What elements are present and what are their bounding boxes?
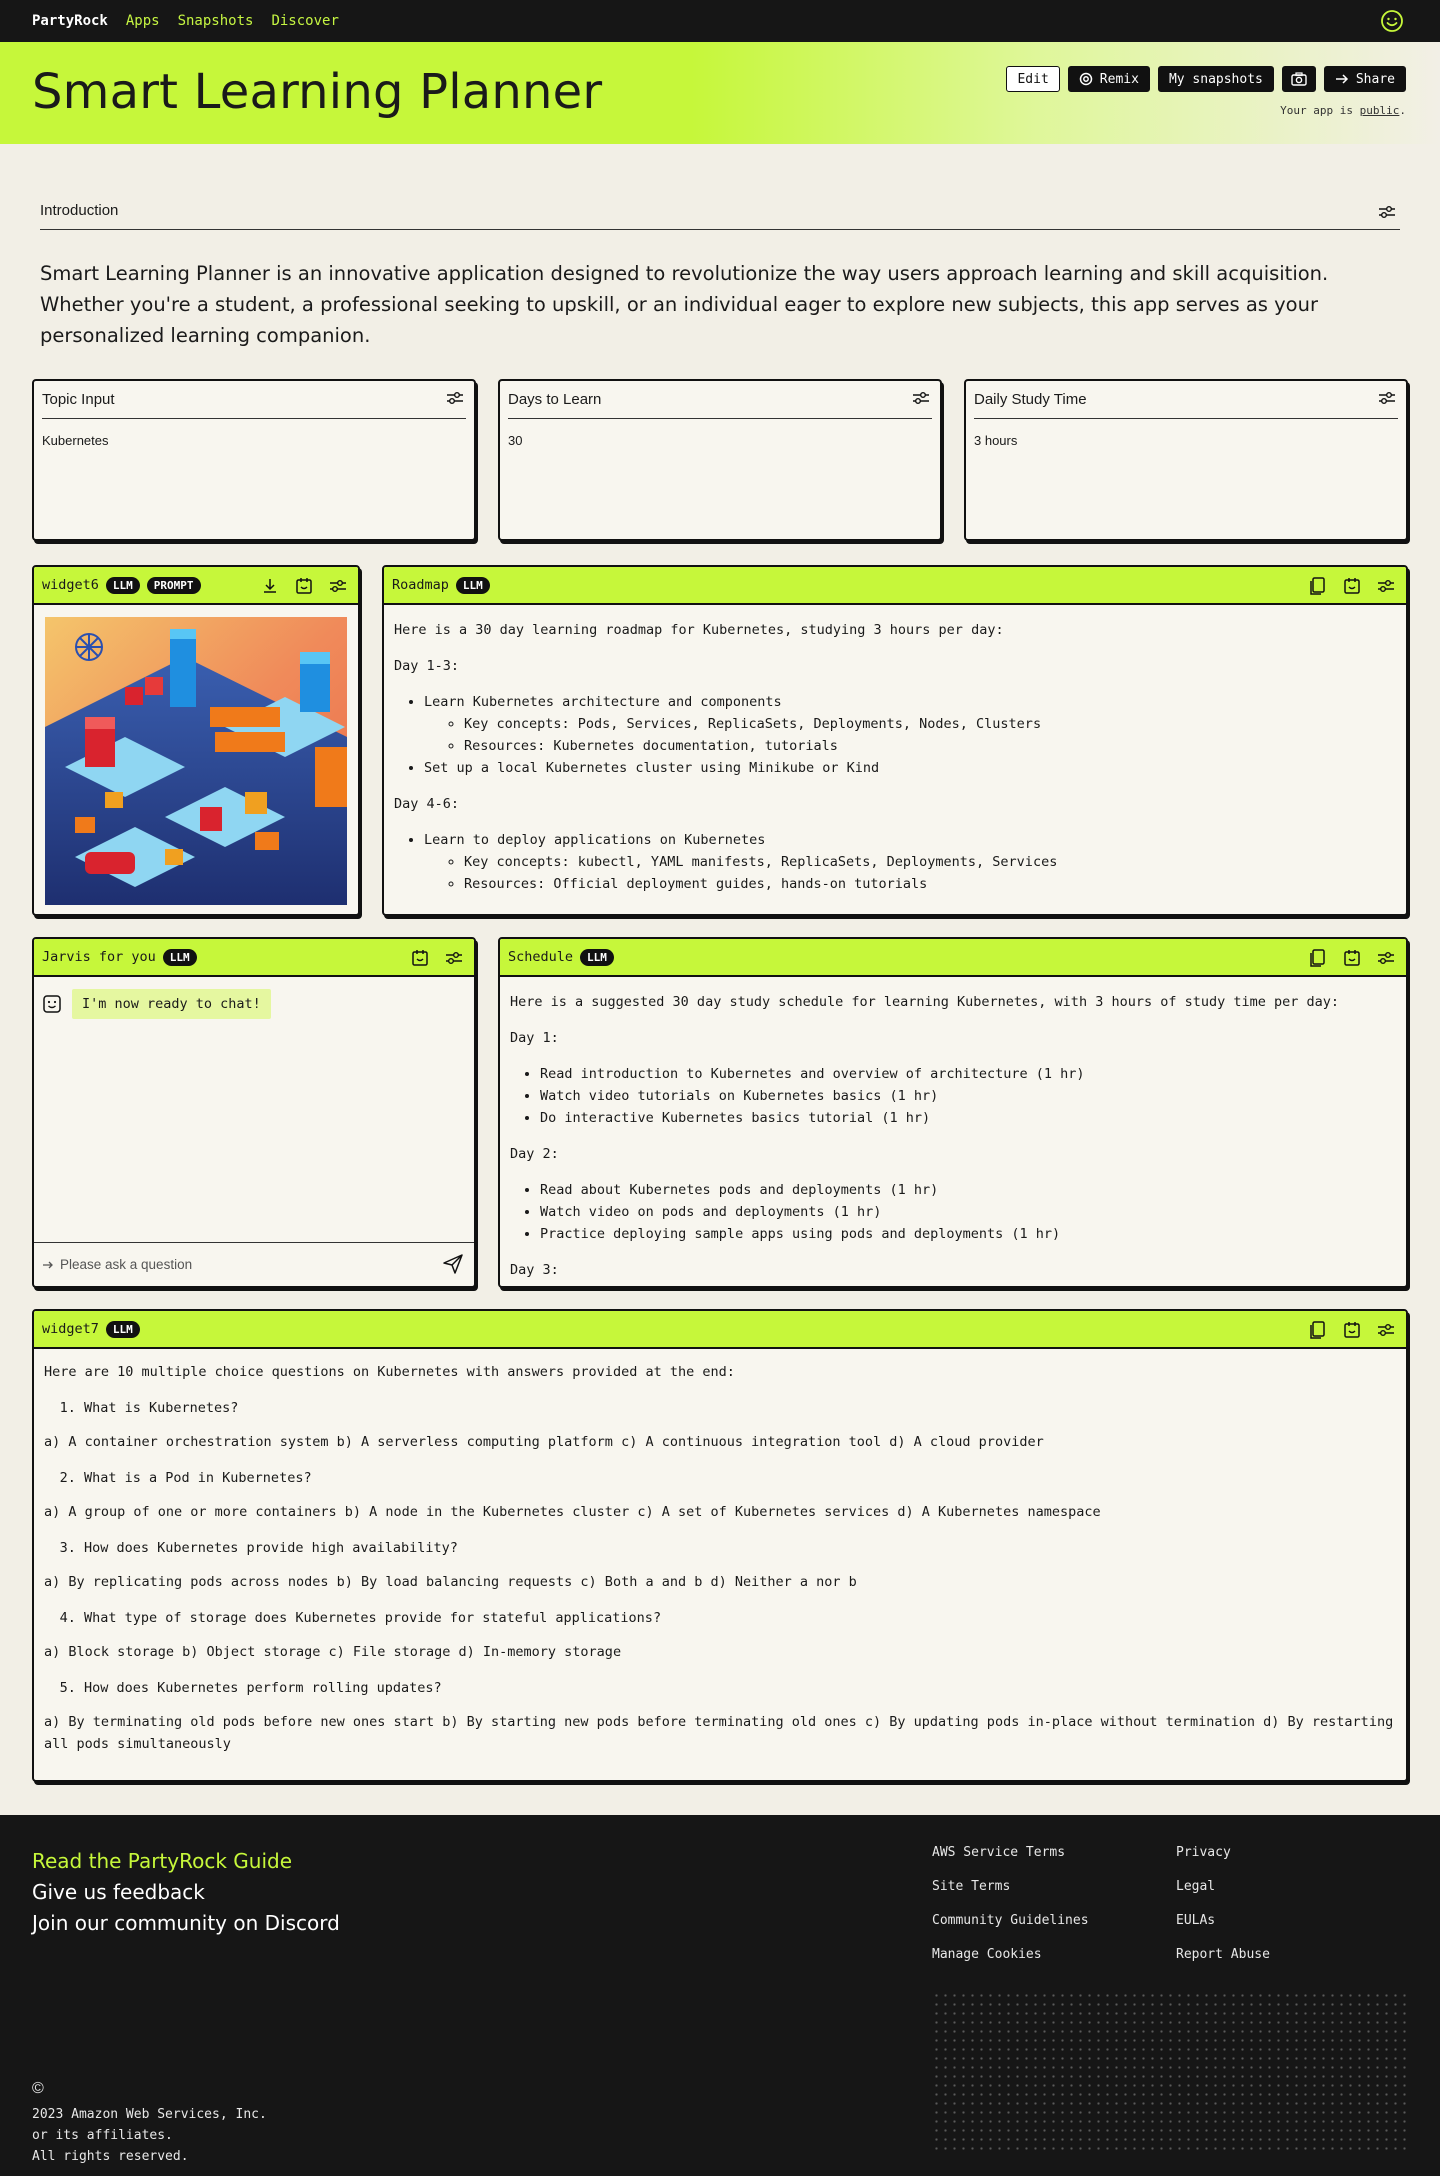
privacy-link[interactable]: Privacy (1176, 1845, 1231, 1860)
feedback-link[interactable]: Give us feedback (32, 1880, 205, 1904)
top-nav (0, 0, 1440, 42)
list-item: ◦ Key concepts: Pods, Services, ReplicaSets, Deployments, Nodes, Clusters (464, 713, 1396, 735)
settings-sliders-icon[interactable] (1376, 948, 1396, 968)
question-text: 5. How does Kubernetes perform rolling updates? (84, 1677, 1396, 1699)
user-avatar-icon[interactable] (1380, 9, 1404, 33)
question-list (84, 1397, 1396, 1419)
question-list (84, 1467, 1396, 1489)
nav-link-snapshots[interactable]: Snapshots (177, 13, 254, 29)
brand-logo[interactable]: PartyRock (32, 13, 108, 29)
topic-input-panel (32, 379, 476, 541)
assistant-icon[interactable] (410, 948, 430, 968)
roadmap-actions (1308, 576, 1396, 596)
answer-options: a) By replicating pods across nodes b) By load balancing requests c) Both a and b d) Neither a nor b (44, 1574, 857, 1590)
settings-sliders-icon[interactable] (444, 948, 464, 968)
schedule-day2-heading: Day 2: (510, 1146, 559, 1162)
llm-badge: LLM (456, 577, 490, 594)
question-text: 1. What is Kubernetes? (84, 1397, 1396, 1419)
question-text: 2. What is a Pod in Kubernetes? (84, 1467, 1396, 1489)
widget7-panel (32, 1309, 1408, 1782)
share-button[interactable] (1324, 66, 1406, 92)
bot-avatar-icon (42, 994, 62, 1014)
send-icon[interactable] (442, 1253, 464, 1275)
widget7-title: widget7 (42, 1321, 99, 1337)
days-to-learn-panel (498, 379, 942, 541)
aws-service-terms-link[interactable]: AWS Service Terms (932, 1845, 1066, 1860)
edit-button[interactable]: Edit (1006, 66, 1059, 92)
daily-study-time-field[interactable]: 3 hours (974, 433, 1018, 448)
daily-study-time-header (974, 381, 1398, 419)
list-item: ◦ Resources: Official deployment guides, hands-on tutorials (464, 873, 1396, 895)
roadmap-day1-list (424, 691, 1396, 779)
schedule-day1-list (540, 1063, 1396, 1129)
schedule-header (500, 939, 1406, 977)
chat-panel (32, 937, 476, 1288)
schedule-day1-heading: Day 1: (510, 1030, 559, 1046)
llm-badge: LLM (163, 949, 197, 966)
settings-sliders-icon[interactable] (328, 576, 348, 596)
chat-actions (410, 948, 464, 968)
schedule-actions (1308, 948, 1396, 968)
roadmap-panel (382, 565, 1408, 916)
days-to-learn-title: Days to Learn (508, 391, 602, 408)
settings-sliders-icon[interactable] (1376, 1320, 1396, 1340)
copyright-text (32, 2104, 267, 2167)
topic-input-field[interactable]: Kubernetes (42, 433, 109, 448)
roadmap-header (384, 567, 1406, 605)
copy-icon[interactable] (1308, 576, 1328, 596)
topic-input-title: Topic Input (42, 391, 115, 408)
settings-sliders-icon[interactable] (912, 390, 930, 406)
kubernetes-logo-icon (76, 634, 102, 660)
site-terms-link[interactable]: Site Terms (932, 1879, 1011, 1894)
site-footer (0, 1815, 1440, 2176)
chat-title: Jarvis for you (42, 949, 156, 965)
settings-sliders-icon[interactable] (446, 390, 464, 406)
introduction-label: Introduction (40, 202, 119, 219)
manage-cookies-link[interactable]: Manage Cookies (932, 1947, 1042, 1962)
list-item: • Watch video on pods and deployments (1 hr) (540, 1201, 1396, 1223)
schedule-intro: Here is a suggested 30 day study schedule for learning Kubernetes, with 3 hours of study time per day: (510, 994, 1340, 1010)
widget7-intro: Here are 10 multiple choice questions on Kubernetes with answers provided at the end: (44, 1364, 735, 1380)
roadmap-day4-heading: Day 4-6: (394, 796, 460, 812)
widget7-header (34, 1311, 1406, 1349)
visibility-note (1280, 104, 1406, 117)
days-to-learn-header (508, 381, 932, 419)
settings-sliders-icon[interactable] (1378, 204, 1396, 220)
nav-link-discover[interactable]: Discover (271, 13, 339, 29)
my-snapshots-button[interactable]: My snapshots (1158, 66, 1274, 92)
roadmap-day1-heading: Day 1-3: (394, 658, 460, 674)
question-text: 4. What type of storage does Kubernetes provide for stateful applications? (84, 1607, 1396, 1629)
settings-sliders-icon[interactable] (1376, 576, 1396, 596)
visibility-suffix: . (1399, 104, 1406, 117)
list-item: • Read introduction to Kubernetes and overview of architecture (1 hr) (540, 1063, 1396, 1085)
widget7-output (34, 1349, 1406, 1781)
days-to-learn-field[interactable]: 30 (508, 433, 523, 448)
list-item: ◦ Key concepts: kubectl, YAML manifests, ReplicaSets, Deployments, Services (464, 851, 1396, 873)
schedule-day3-heading: Day 3: (510, 1262, 559, 1278)
roadmap-intro: Here is a 30 day learning roadmap for Kubernetes, studying 3 hours per day: (394, 622, 1004, 638)
schedule-title: Schedule (508, 949, 574, 965)
copyright-line: 2023 Amazon Web Services, Inc. (32, 2107, 267, 2122)
daily-study-time-title: Daily Study Time (974, 391, 1087, 408)
legal-link[interactable]: Legal (1176, 1879, 1216, 1894)
llm-badge: LLM (580, 949, 614, 966)
schedule-panel (498, 937, 1408, 1288)
prompt-badge: PROMPT (147, 577, 201, 594)
list-item: ◦ Resources: Kubernetes documentation, tutorials (464, 735, 1396, 757)
question-list (84, 1537, 1396, 1559)
arrow-right-icon (1335, 73, 1349, 85)
arrow-right-icon (42, 1260, 54, 1270)
dot-pattern-decoration (932, 1991, 1408, 2151)
roadmap-day4-list (424, 829, 1396, 895)
list-item: • Read about Kubernetes pods and deployments (1 hr) (540, 1179, 1396, 1201)
topic-input-header (42, 381, 466, 419)
assistant-icon[interactable] (1342, 948, 1362, 968)
chat-input-bar[interactable] (34, 1242, 474, 1286)
answer-options: a) A container orchestration system b) A serverless computing platform c) A continuous integration tool d) A cloud provider (44, 1434, 1044, 1450)
copy-icon[interactable] (1308, 1320, 1328, 1340)
chat-header (34, 939, 474, 977)
copyright (32, 2080, 267, 2167)
chat-input[interactable]: Please ask a question (60, 1257, 193, 1272)
chat-bubble: I'm now ready to chat! (72, 989, 271, 1019)
generated-kubernetes-image (45, 617, 347, 905)
question-text: 3. How does Kubernetes provide high availability? (84, 1537, 1396, 1559)
widget6-actions (260, 576, 348, 596)
discord-link[interactable]: Join our community on Discord (32, 1911, 340, 1935)
remix-label: Remix (1099, 71, 1139, 87)
download-icon[interactable] (260, 576, 280, 596)
answer-options: a) A group of one or more containers b) A node in the Kubernetes cluster c) A set of Kubernetes services d) A Kubernetes namespace (44, 1504, 1101, 1520)
introduction-text: Smart Learning Planner is an innovative application designed to revolutionize the way users approach learning and skill acquisition. Whether you're a student, a professional seeking to upskill, or an individual eager to explore new subjects, this app serves as your personalized learning companion. (40, 262, 1329, 347)
copyright-symbol: © (32, 2080, 44, 2097)
assistant-icon[interactable] (1342, 1320, 1362, 1340)
visibility-public-link[interactable]: public (1359, 104, 1400, 117)
schedule-day2-list (540, 1179, 1396, 1245)
list-item-text: Learn to deploy applications on Kubernetes (424, 832, 766, 848)
remix-button[interactable] (1068, 66, 1150, 92)
daily-study-time-panel (964, 379, 1408, 541)
widget6-header (34, 567, 358, 605)
eulas-link[interactable]: EULAs (1176, 1913, 1216, 1928)
camera-icon (1291, 72, 1307, 86)
list-item (424, 691, 1396, 757)
answer-options: a) By terminating old pods before new ones start b) By starting new pods before terminating old ones c) By updating pods in-place without termination d) By restarting all pods simultaneously (44, 1714, 1394, 1752)
nav-link-apps[interactable]: Apps (125, 13, 160, 29)
assistant-icon[interactable] (294, 576, 314, 596)
question-list (84, 1607, 1396, 1629)
page-title: Smart Learning Planner (32, 64, 603, 120)
list-item (424, 829, 1396, 895)
remix-icon (1079, 72, 1093, 86)
introduction-header (40, 196, 1400, 230)
widget6-title: widget6 (42, 577, 99, 593)
list-item: • Practice deploying sample apps using pods and deployments (1 hr) (540, 1223, 1396, 1245)
schedule-output (500, 977, 1406, 1288)
assistant-icon[interactable] (1342, 576, 1362, 596)
answer-options: a) Block storage b) Object storage c) File storage d) In-memory storage (44, 1644, 622, 1660)
question-list (84, 1677, 1396, 1699)
partyrock-guide-link[interactable]: Read the PartyRock Guide (32, 1849, 293, 1873)
llm-badge: LLM (106, 577, 140, 594)
share-label: Share (1355, 71, 1395, 87)
settings-sliders-icon[interactable] (1378, 390, 1396, 406)
roadmap-title: Roadmap (392, 577, 449, 593)
widget7-actions (1308, 1320, 1396, 1340)
visibility-prefix: Your app is (1280, 104, 1360, 117)
chat-message (42, 989, 474, 1019)
app-header (0, 42, 1440, 144)
snapshot-camera-button[interactable] (1282, 66, 1316, 92)
copyright-line: All rights reserved. (32, 2149, 189, 2164)
community-guidelines-link[interactable]: Community Guidelines (932, 1913, 1089, 1928)
header-actions (1006, 66, 1406, 92)
widget6-panel (32, 565, 360, 916)
report-abuse-link[interactable]: Report Abuse (1176, 1947, 1270, 1962)
copyright-line: or its affiliates. (32, 2128, 173, 2143)
llm-badge: LLM (106, 1321, 140, 1338)
roadmap-output (384, 605, 1406, 916)
list-item: • Do interactive Kubernetes basics tutorial (1 hr) (540, 1107, 1396, 1129)
copy-icon[interactable] (1308, 948, 1328, 968)
list-item-text: Learn Kubernetes architecture and components (424, 694, 782, 710)
list-item: • Watch video tutorials on Kubernetes basics (1 hr) (540, 1085, 1396, 1107)
list-item: • Set up a local Kubernetes cluster using Minikube or Kind (424, 757, 1396, 779)
